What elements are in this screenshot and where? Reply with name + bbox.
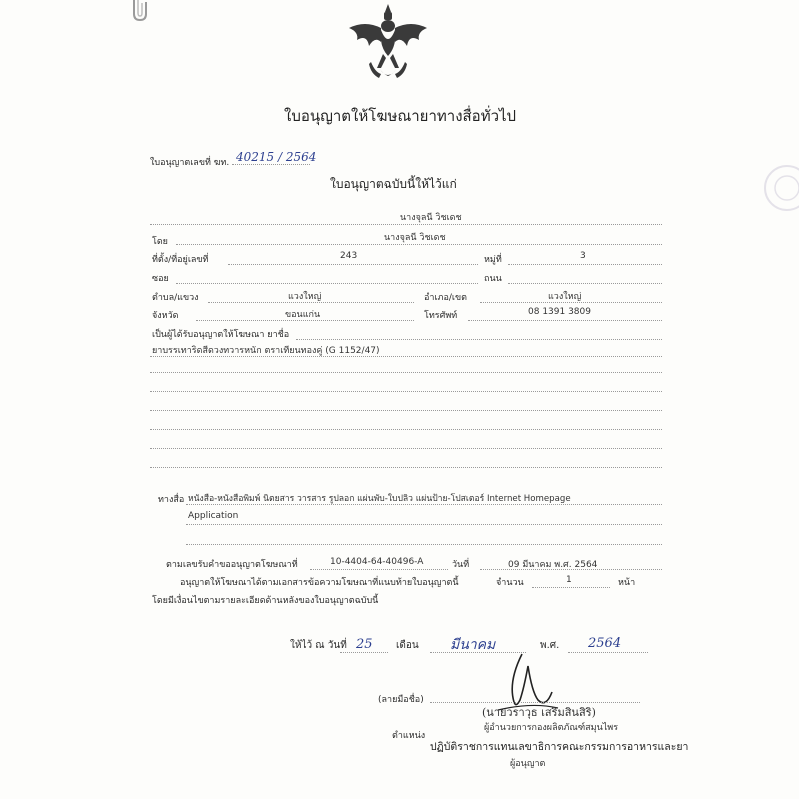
media-value-line2: Application: [188, 511, 239, 521]
request-date-line: [480, 569, 662, 570]
given-year: 2564: [588, 636, 622, 651]
province-label: จังหวัด: [152, 311, 179, 321]
amphoe-value: แวงใหญ่: [548, 292, 582, 302]
request-date-value: 09 มีนาคม พ.ศ. 2564: [508, 560, 598, 570]
soi-line: [176, 283, 478, 284]
media-label: ทางสื่อ: [158, 495, 185, 505]
given-label: ให้ไว้ ณ วันที่: [290, 640, 347, 651]
media-line-2: [186, 524, 662, 525]
license-number-label: ใบอนุญาตเลขที่ ฆท.: [150, 158, 230, 168]
tambon-line: [208, 302, 414, 303]
document-title: ใบอนุญาตให้โฆษณายาทางสื่อทั่วไป: [284, 107, 517, 125]
tambon-label: ตำบล/แขวง: [152, 293, 199, 303]
drug-value-line: [150, 356, 662, 357]
by-line: [176, 244, 662, 245]
drug-value: ยาบรรเทาริดสีดวงทวารหนัก ตราเทียนทองคู่ (G 1152/47): [152, 346, 380, 356]
drug-label: เป็นผู้ได้รับอนุญาตให้โฆษณา ยาชื่อ: [152, 330, 290, 340]
blank-line: [150, 467, 662, 468]
phone-line: [468, 320, 662, 321]
blank-line: [150, 429, 662, 430]
paper-clip-icon: [128, 0, 154, 22]
tambon-value: แวงใหญ่: [288, 292, 322, 302]
count-line: [532, 587, 610, 588]
moo-label: หมู่ที่: [484, 255, 502, 265]
request-number-line: [310, 569, 448, 570]
media-line-1: [186, 504, 662, 505]
license-number-value: 40215 / 2564: [236, 150, 317, 164]
road-label: ถนน: [484, 274, 502, 284]
bleed-through-stamp-icon: [739, 160, 799, 220]
license-number-line: [232, 164, 310, 165]
media-value-line1: หนังสือ-หนังสือพิมพ์ นิตยสาร วารสาร รูปลอก แผ่นพับ-ใบปลิว แผ่นป้าย-โปสเตอร์ Internet Homepage: [188, 494, 571, 504]
address-line: [228, 264, 478, 265]
given-month: มีนาคม: [450, 637, 496, 653]
position-line2: ปฏิบัติราชการแทนเลขาธิการคณะกรรมการอาหารและยา: [430, 741, 689, 753]
address-value: 243: [340, 251, 358, 261]
media-line-3: [186, 544, 662, 545]
subtitle: ใบอนุญาตฉบับนี้ให้ไว้แก่: [330, 177, 457, 191]
province-line: [196, 320, 414, 321]
count-label: จำนวน: [496, 578, 524, 588]
province-value: ขอนแก่น: [285, 310, 321, 320]
blank-line: [150, 448, 662, 449]
moo-line: [508, 264, 662, 265]
address-label: ที่ตั้ง/ที่อยู่เลขที่: [152, 255, 209, 265]
drug-label-line: [296, 339, 662, 340]
blank-line: [150, 391, 662, 392]
by-value: นางจุลนี วิชเดช: [384, 233, 446, 243]
by-label: โดย: [152, 237, 168, 247]
count-value: 1: [566, 575, 572, 585]
blank-line: [150, 372, 662, 373]
position-line1: ผู้อำนวยการกองผลิตภัณฑ์สมุนไพร: [484, 723, 619, 733]
grantee-name-line: [150, 224, 662, 225]
given-day: 25: [356, 637, 373, 652]
sign-label: (ลายมือชื่อ): [378, 695, 424, 705]
grantee-name: นางจุลนี วิชเดช: [400, 213, 462, 223]
blank-line: [150, 410, 662, 411]
year-label: พ.ศ.: [540, 640, 560, 651]
garuda-emblem-icon: [345, 2, 431, 86]
given-year-line: [568, 652, 648, 653]
phone-value: 08 1391 3809: [528, 307, 591, 317]
approve-text: อนุญาตให้โฆษณาได้ตามเอกสารข้อความโฆษณาที่แนบท้ายใบอนุญาตนี้: [180, 578, 459, 588]
month-label: เดือน: [396, 640, 419, 651]
condition-text: โดยมีเงื่อนไขตามรายละเอียดด้านหลังของใบอนุญาตฉบับนี้: [152, 596, 379, 606]
request-date-label: วันที่: [452, 560, 470, 570]
role: ผู้อนุญาต: [510, 759, 546, 769]
request-label: ตามเลขรับคำขออนุญาตโฆษณาที่: [166, 560, 298, 570]
signer-name: (นายวราวุธ เสริมสินสิริ): [482, 706, 596, 719]
phone-label: โทรศัพท์: [424, 311, 458, 321]
amphoe-line: [480, 302, 662, 303]
given-day-line: [340, 652, 388, 653]
moo-value: 3: [580, 251, 586, 261]
position-label: ตำแหน่ง: [392, 731, 426, 741]
road-line: [508, 283, 662, 284]
amphoe-label: อำเภอ/เขต: [424, 293, 467, 303]
soi-label: ซอย: [152, 274, 169, 284]
page-label: หน้า: [618, 578, 636, 588]
request-number: 10-4404-64-40496-A: [330, 557, 424, 567]
